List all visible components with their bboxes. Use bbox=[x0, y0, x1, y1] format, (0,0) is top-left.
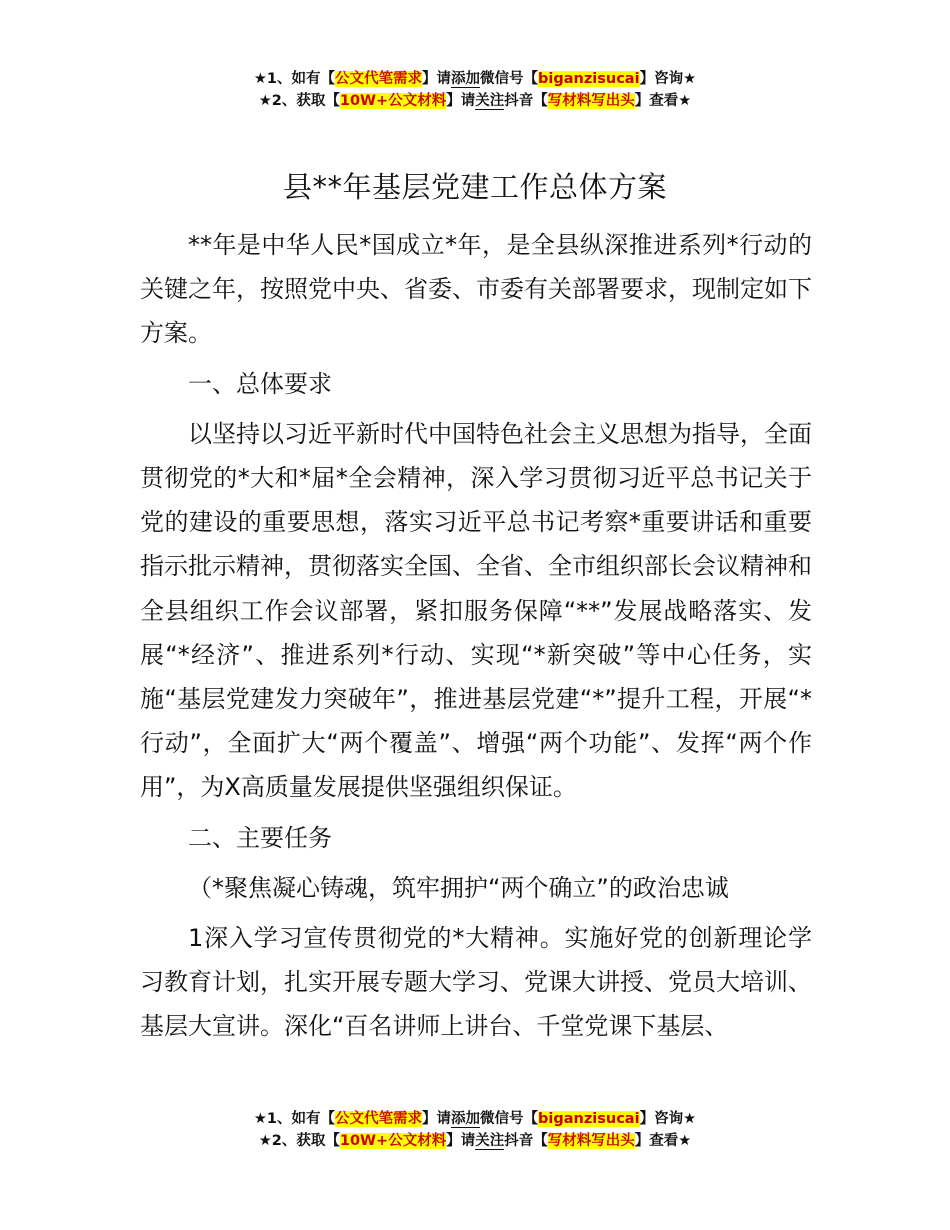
notice-emphasis: 关注 bbox=[475, 93, 505, 109]
notice-text: ★1、如有【 bbox=[253, 71, 336, 87]
notice-highlight-service: 公文代笔需求 bbox=[335, 71, 423, 87]
task-item-1-paragraph: 1深入学习宣传贯彻党的*大精神。实施好党的创新理论学习教育计划，扎实开展专题大学习、党课大讲授、党员大培训、基层大宣讲。深化“百名讲师上讲台、千堂党课下基层、 bbox=[140, 924, 812, 1041]
footer-notice-line-2 bbox=[0, 1130, 950, 1152]
notice-text: 】查看★ bbox=[634, 1133, 692, 1149]
document-title: 县**年基层党建工作总体方案 bbox=[282, 170, 667, 204]
notice-text: 微信号【 bbox=[480, 1111, 539, 1127]
notice-text: ★2、获取【 bbox=[258, 93, 340, 109]
footer-notice-line-1 bbox=[0, 1108, 950, 1130]
notice-highlight-materials: 10W+公文材料 bbox=[339, 1133, 447, 1149]
notice-highlight-service: 公文代笔需求 bbox=[335, 1111, 423, 1127]
notice-emphasis: 添加 bbox=[451, 71, 481, 87]
header-notice-line-2 bbox=[0, 90, 950, 112]
notice-text: 抖音【 bbox=[504, 1133, 548, 1149]
intro-paragraph: **年是中华人民*国成立*年，是全县纵深推进系列*行动的关键之年，按照党中央、省委、市委有关部署要求，现制定如下方案。 bbox=[140, 231, 812, 348]
section-heading-main-tasks: 二、主要任务 bbox=[188, 823, 332, 852]
notice-highlight-douyin-id: 写材料写出头 bbox=[547, 93, 635, 109]
footer-notice bbox=[0, 1108, 950, 1152]
header-notice bbox=[0, 68, 950, 112]
notice-highlight-douyin-id: 写材料写出头 bbox=[547, 1133, 635, 1149]
notice-text: 微信号【 bbox=[480, 71, 539, 87]
header-notice-line-1 bbox=[0, 68, 950, 90]
notice-text: 】请 bbox=[446, 93, 476, 109]
notice-highlight-materials: 10W+公文材料 bbox=[339, 93, 447, 109]
notice-emphasis: 添加 bbox=[451, 1111, 481, 1127]
notice-text: 】咨询★ bbox=[639, 71, 697, 87]
notice-text: 】查看★ bbox=[634, 93, 692, 109]
subsection-heading: （*聚焦凝心铸魂，筑牢拥护“两个确立”的政治忠诚 bbox=[188, 873, 729, 902]
notice-highlight-wechat-id: biganzisucai bbox=[538, 1111, 640, 1127]
notice-text: 抖音【 bbox=[504, 93, 548, 109]
notice-text: 】请 bbox=[422, 71, 452, 87]
document-body bbox=[140, 223, 812, 1049]
notice-text: 】咨询★ bbox=[639, 1111, 697, 1127]
notice-emphasis: 关注 bbox=[475, 1133, 505, 1149]
section-heading-general-requirements: 一、总体要求 bbox=[188, 369, 332, 398]
notice-highlight-wechat-id: biganzisucai bbox=[538, 71, 640, 87]
notice-text: 】请 bbox=[422, 1111, 452, 1127]
notice-text: ★1、如有【 bbox=[253, 1111, 336, 1127]
general-requirements-paragraph: 以坚持以习近平新时代中国特色社会主义思想为指导，全面贯彻党的*大和*届*全会精神，深入学习贯彻习近平总书记关于党的建设的重要思想，落实习近平总书记考察*重要讲话和重要指示批示精神，贯彻落实全国、全省、全市组织部长会议精神和全县组织工作会议部署，紧扣服务保障“**”发展战略落实、发展“*经济”、推进系列*行动、实现“*新突破”等中心任务，实施“基层党建发力突破年”，推进基层党建“*”提升工程，开展“*行动”，全面扩大“两个覆盖”、增强“两个功能”、发挥“两个作用”，为X高质量发展提供坚强组织保证。 bbox=[140, 419, 812, 802]
notice-text: ★2、获取【 bbox=[258, 1133, 340, 1149]
notice-text: 】请 bbox=[446, 1133, 476, 1149]
